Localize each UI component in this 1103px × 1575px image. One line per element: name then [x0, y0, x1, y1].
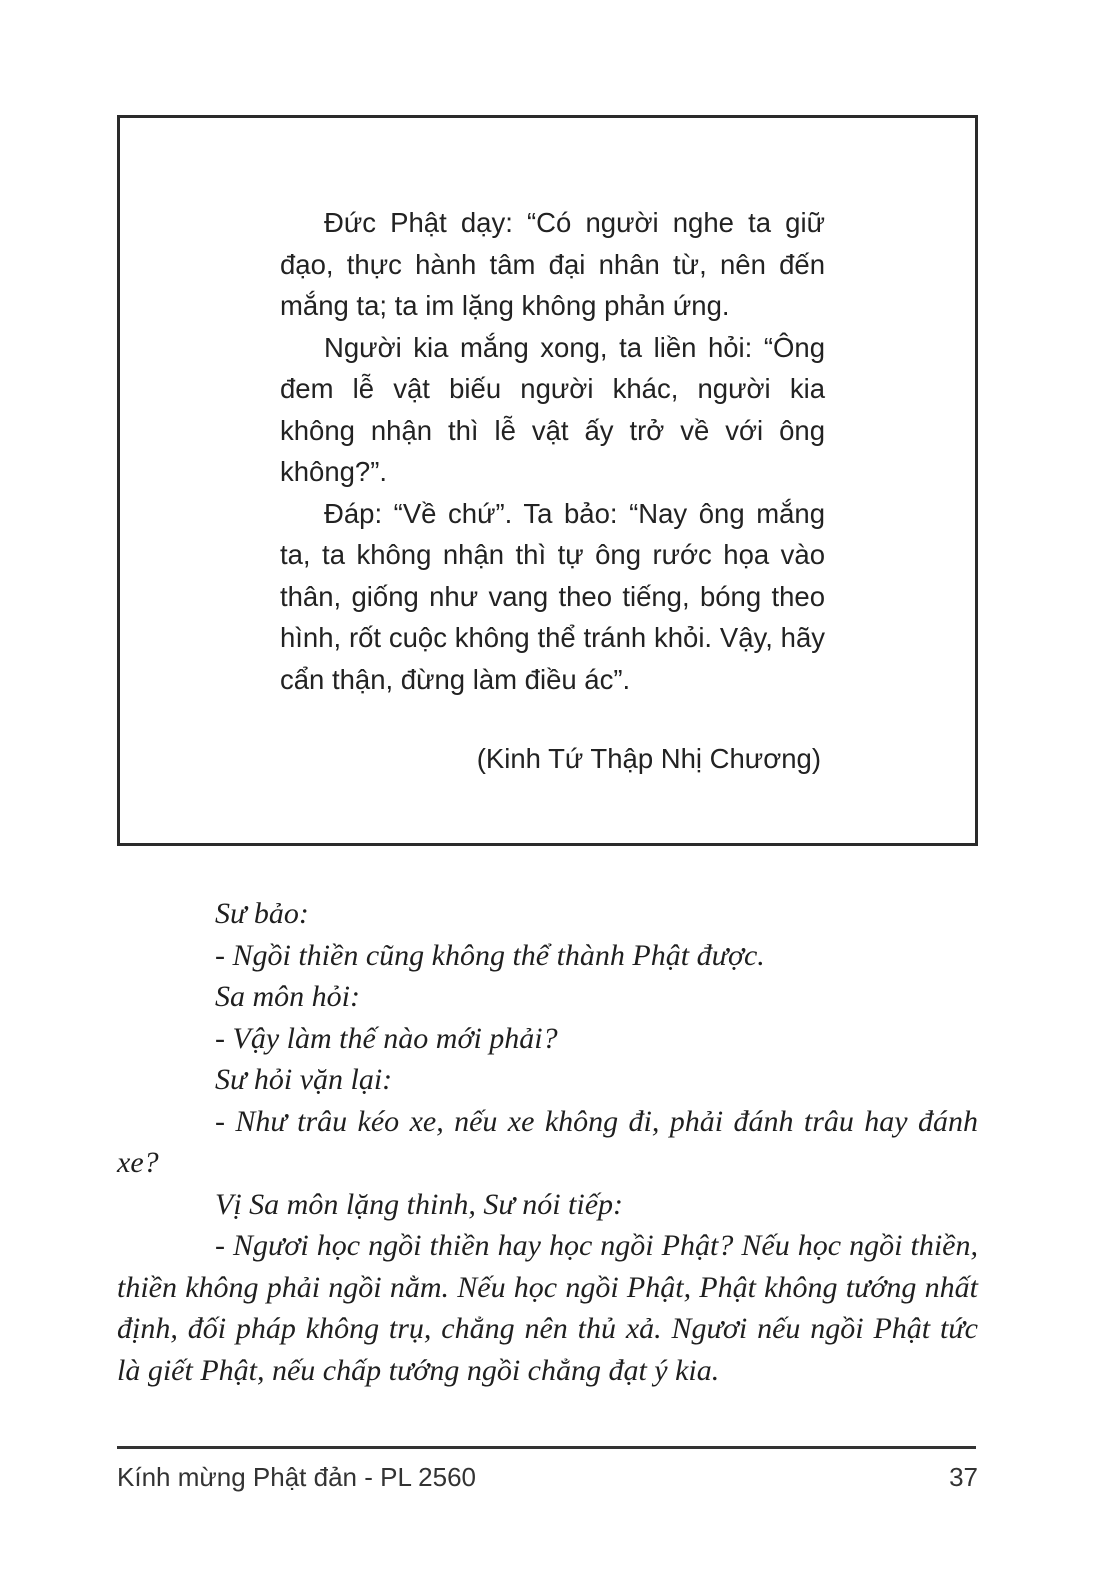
- quote-source: (Kinh Tứ Thập Nhị Chương): [476, 743, 821, 774]
- footer-rule: [117, 1446, 976, 1449]
- dialogue-line: - Ngồi thiền cũng không thể thành Phật được.: [215, 938, 765, 972]
- page-number: 37: [949, 1462, 978, 1492]
- footer-title: Kính mừng Phật đản - PL 2560: [117, 1462, 477, 1492]
- dialogue-line: Vị Sa môn lặng thinh, Sư nói tiếp:: [215, 1187, 624, 1221]
- dialogue-line: - Như trâu kéo xe, nếu xe không đi, phải đánh trâu hay đánh xe?: [117, 1104, 978, 1179]
- quote-paragraph: Người kia mắng xong, ta liền hỏi: “Ông đem lễ vật biếu người khác, người kia không nhận thì lễ vật ấy trở về với ông không?”.: [280, 331, 825, 487]
- dialogue-text: [117, 893, 978, 1391]
- dialogue-line: Sư bảo:: [215, 897, 309, 930]
- dialogue-line: - Ngươi học ngồi thiền hay học ngồi Phật? Nếu học ngồi thiền, thiền không phải ngồi nằm. Nếu học ngồi Phật, Phật không tướng nhất định, đối pháp không trụ, chẳng nên thủ xả. Ngươi nếu ngồi Phật tức là giết Phật, nếu chấp tướng ngồi chẳng đạt ý kia.: [117, 1229, 978, 1387]
- dialogue-line: Sư hỏi vặn lại:: [215, 1063, 393, 1096]
- quote-text: [280, 202, 825, 700]
- dialogue-line: - Vậy làm thế nào mới phải?: [215, 1021, 558, 1055]
- quote-box: [117, 115, 978, 846]
- dialogue-line: Sa môn hỏi:: [215, 980, 360, 1013]
- quote-paragraph: Đáp: “Về chứ”. Ta bảo: “Nay ông mắng ta, ta không nhận thì tự ông rước họa vào thân, giống như vang theo tiếng, bóng theo hình, rốt cuộc không thể tránh khỏi. Vậy, hãy cẩn thận, đừng làm điều ác”.: [280, 497, 825, 695]
- quote-paragraph: Đức Phật dạy: “Có người nghe ta giữ đạo, thực hành tâm đại nhân từ, nên đến mắng ta; ta im lặng không phản ứng.: [280, 207, 825, 321]
